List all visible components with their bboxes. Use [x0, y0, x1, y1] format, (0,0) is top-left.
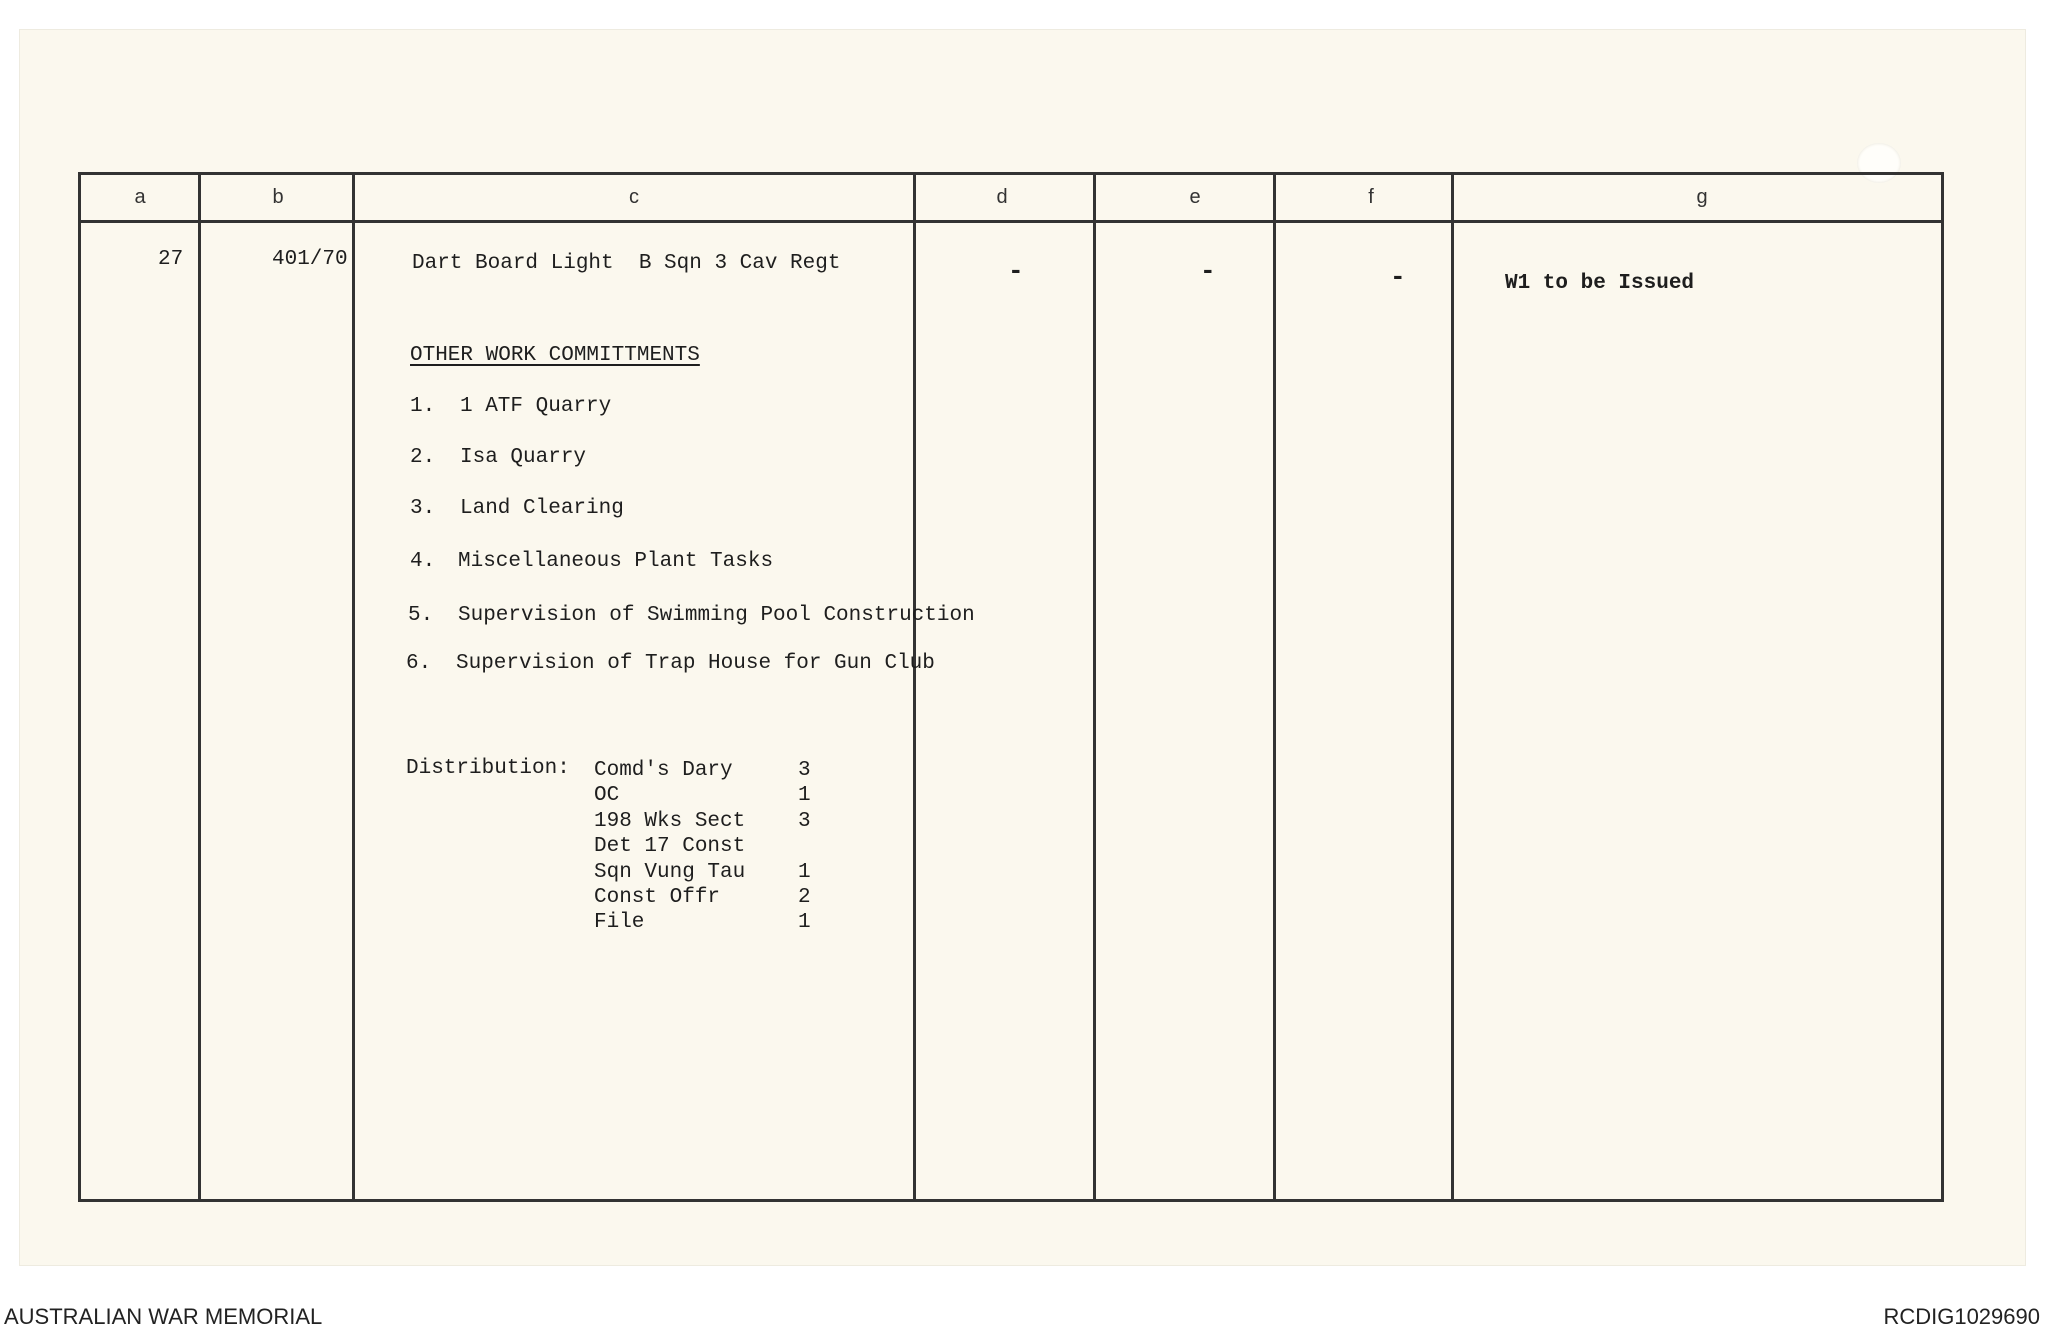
column-divider-de: [1093, 172, 1096, 1202]
list-item-text: Miscellaneous Plant Tasks: [458, 550, 774, 573]
list-item-number: 2.: [410, 446, 436, 469]
column-header-f: f: [1368, 186, 1374, 208]
distribution-name: 198 Wks Sect: [594, 810, 746, 833]
distribution-qty: 2: [798, 886, 811, 909]
distribution-name: OC: [594, 784, 620, 807]
header-divider: [78, 220, 1944, 223]
column-header-g: g: [1696, 186, 1708, 208]
distribution-qty: 3: [798, 759, 811, 782]
list-item-text: Isa Quarry: [460, 446, 587, 469]
column-header-a: a: [134, 186, 146, 208]
column-header-d: d: [996, 186, 1008, 208]
column-divider-cd: [913, 172, 916, 1202]
cell-e-value: -: [1200, 256, 1216, 286]
column-header-b: b: [272, 186, 284, 208]
list-item-number: 4.: [410, 550, 436, 573]
distribution-name: Const Offr: [594, 886, 721, 909]
cell-c-task: Dart Board Light B Sqn 3 Cav Regt: [412, 252, 841, 275]
column-divider-bc: [352, 172, 355, 1202]
distribution-qty: 1: [798, 911, 811, 934]
column-divider-ab: [198, 172, 201, 1202]
column-header-e: e: [1189, 186, 1201, 208]
list-item-text: Supervision of Swimming Pool Construction: [458, 604, 975, 627]
column-divider-fg: [1451, 172, 1454, 1202]
distribution-name: Det 17 Const: [594, 835, 746, 858]
column-divider-ef: [1273, 172, 1276, 1202]
list-item-number: 5.: [408, 604, 434, 627]
document-id: RCDIG1029690: [1883, 1304, 2040, 1329]
cell-f-value: -: [1390, 262, 1406, 292]
cell-g-remarks: W1 to be Issued: [1505, 272, 1695, 295]
distribution-label: Distribution:: [406, 757, 570, 780]
list-item-text: Supervision of Trap House for Gun Club: [456, 652, 935, 675]
list-item-number: 1.: [410, 395, 436, 418]
list-item-text: Land Clearing: [460, 497, 624, 520]
list-item-text: 1 ATF Quarry: [460, 395, 612, 418]
distribution-name: File: [594, 911, 645, 934]
list-item-number: 6.: [406, 652, 432, 675]
list-item-number: 3.: [410, 497, 436, 520]
table-frame: [78, 172, 1944, 1202]
distribution-name: Comd's Dary: [594, 759, 733, 782]
distribution-qty: 1: [798, 784, 811, 807]
cell-b-reference: 401/70: [272, 248, 348, 271]
other-work-heading: OTHER WORK COMMITTMENTS: [410, 344, 700, 367]
distribution-qty: 1: [798, 861, 811, 884]
column-header-c: c: [629, 186, 639, 208]
cell-d-value: -: [1008, 256, 1024, 286]
distribution-name: Sqn Vung Tau: [594, 861, 746, 884]
archive-credit: AUSTRALIAN WAR MEMORIAL: [4, 1304, 323, 1329]
distribution-qty: 3: [798, 810, 811, 833]
cell-a-serial: 27: [158, 248, 184, 271]
